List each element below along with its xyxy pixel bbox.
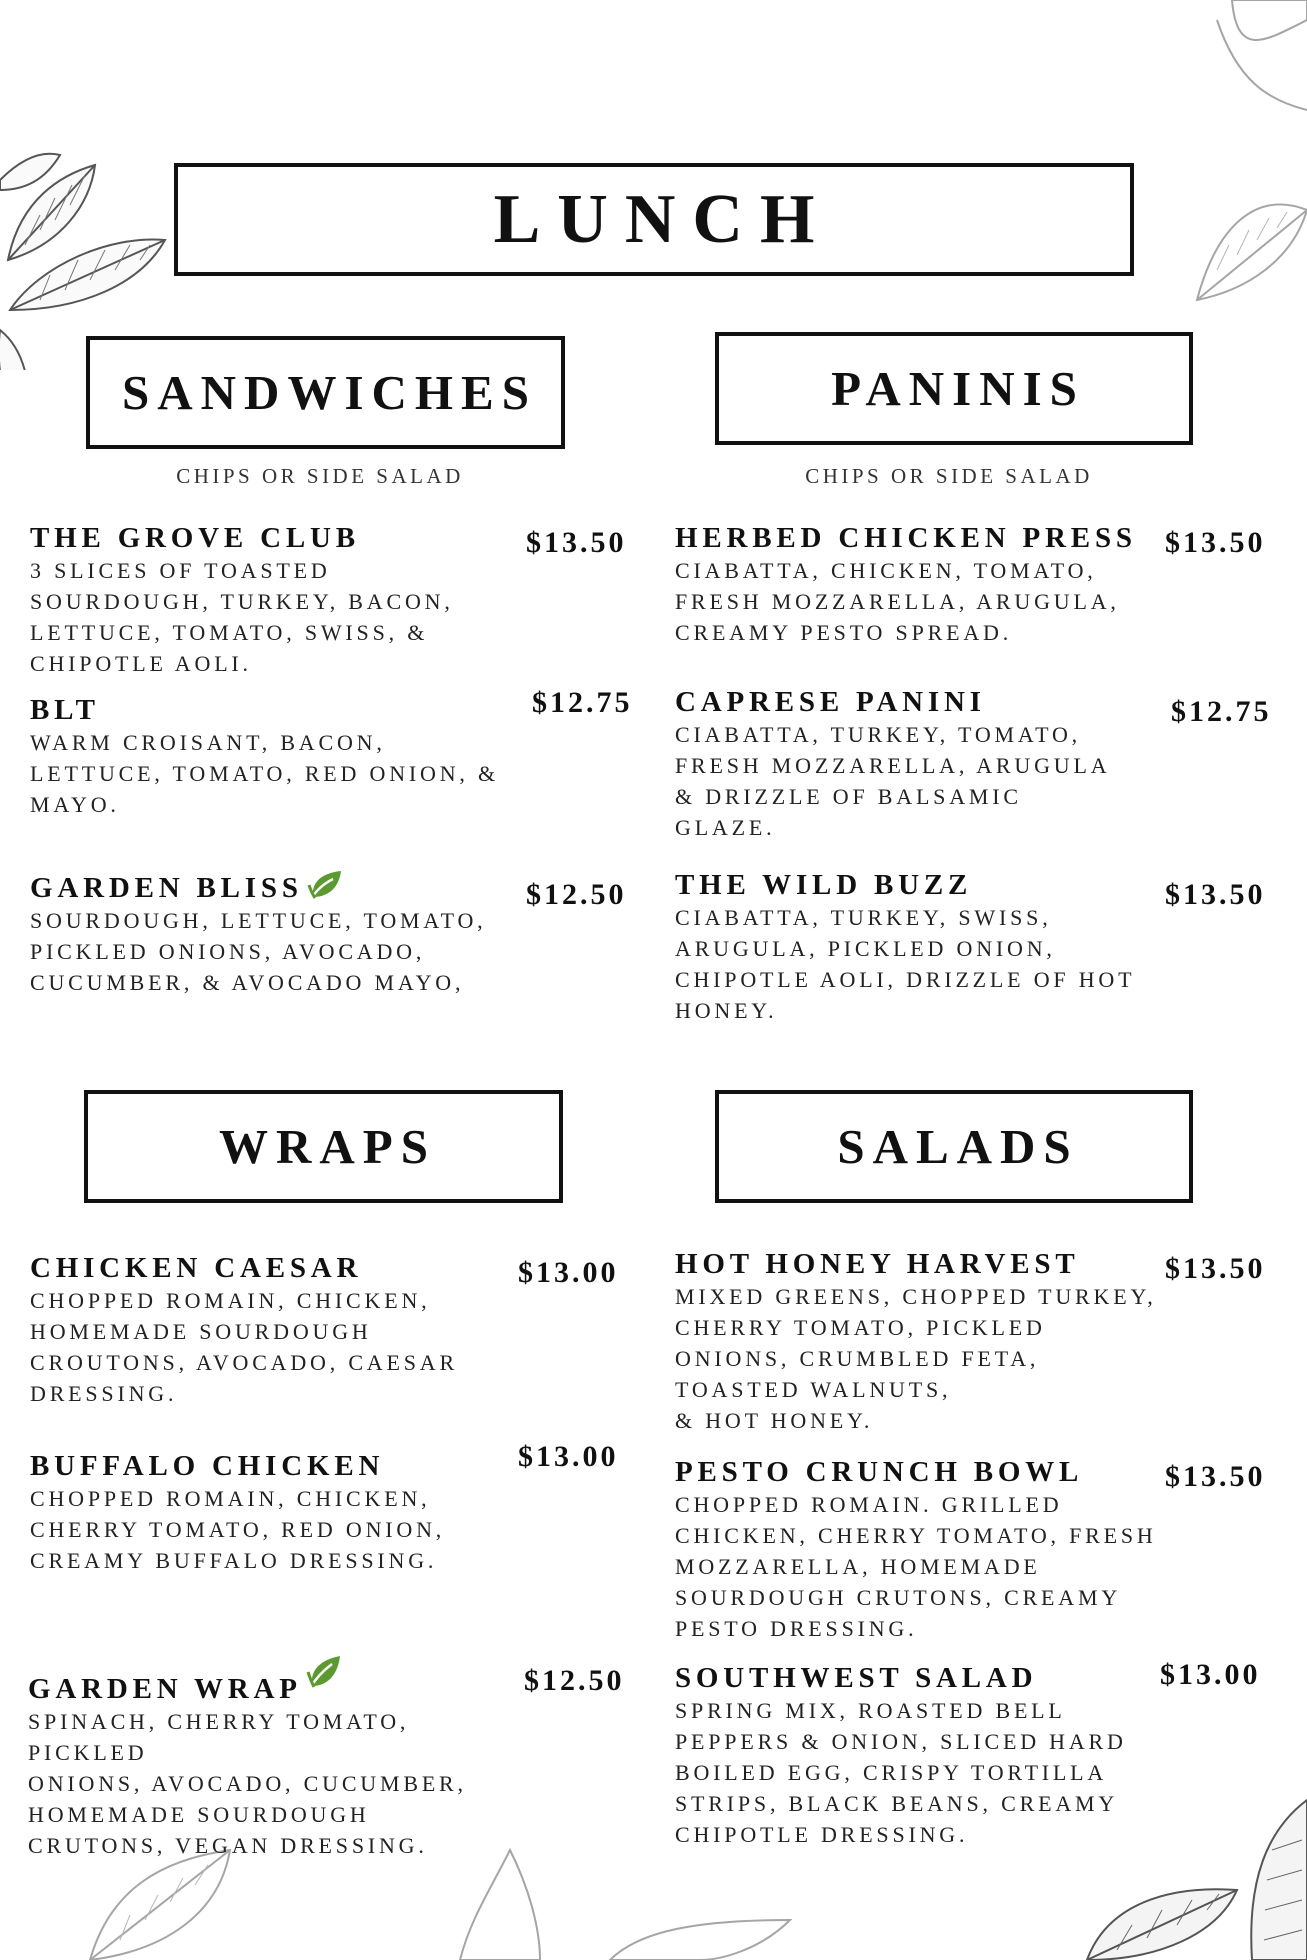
item-name: HOT HONEY HARVEST <box>675 1248 1080 1280</box>
item-price: $13.50 <box>1165 1460 1266 1493</box>
item-price: $12.50 <box>524 1664 625 1697</box>
item-name: CAPRESE PANINI <box>675 686 986 718</box>
item-price: $12.50 <box>526 878 627 911</box>
item-name: BUFFALO CHICKEN <box>30 1450 385 1482</box>
item-price: $13.50 <box>526 526 627 559</box>
leaf-icon <box>307 867 345 901</box>
section-heading-paninis: PANINIS <box>715 332 1193 445</box>
item-description: CIABATTA, CHICKEN, TOMATO, FRESH MOZZARELLA, ARUGULA, CREAMY PESTO SPREAD. <box>675 558 1120 645</box>
sandwiches-note: CHIPS OR SIDE SALAD <box>176 464 464 488</box>
paninis-note: CHIPS OR SIDE SALAD <box>805 464 1093 488</box>
item-description: 3 SLICES OF TOASTED SOURDOUGH, TURKEY, BACON, LETTUCE, TOMATO, SWISS, & CHIPOTLE AOLI. <box>30 558 454 676</box>
item-description: CHOPPED ROMAIN, CHICKEN, HOMEMADE SOURDOUGH CROUTONS, AVOCADO, CAESAR DRESSING. <box>30 1288 458 1406</box>
item-name: GARDEN WRAP <box>28 1673 302 1705</box>
item-description: CIABATTA, TURKEY, TOMATO, FRESH MOZZARELLA, ARUGULA & DRIZZLE OF BALSAMIC GLAZE. <box>675 722 1111 840</box>
item-price: $13.00 <box>1160 1658 1261 1691</box>
item-description: MIXED GREENS, CHOPPED TURKEY, CHERRY TOMATO, PICKLED ONIONS, CRUMBLED FETA, TOASTED WALNUTS, & HOT HONEY. <box>675 1284 1157 1433</box>
item-name: SOUTHWEST SALAD <box>675 1662 1038 1694</box>
item-name: BLT <box>30 694 100 726</box>
item-description: CHOPPED ROMAIN. GRILLED CHICKEN, CHERRY TOMATO, FRESH MOZZARELLA, HOMEMADE SOURDOUGH CRUTONS, CREAMY PESTO DRESSING. <box>675 1492 1157 1641</box>
item-name: HERBED CHICKEN PRESS <box>675 522 1137 554</box>
item-price: $12.75 <box>1171 695 1272 728</box>
item-description: WARM CROISANT, BACON, LETTUCE, TOMATO, RED ONION, & MAYO. <box>30 730 499 817</box>
item-price: $13.00 <box>518 1256 619 1289</box>
item-description: CIABATTA, TURKEY, SWISS, ARUGULA, PICKLED ONION, CHIPOTLE AOLI, DRIZZLE OF HOT HONEY. <box>675 905 1136 1023</box>
item-description: CHOPPED ROMAIN, CHICKEN, CHERRY TOMATO, RED ONION, CREAMY BUFFALO DRESSING. <box>30 1486 446 1573</box>
leaf-decoration-top-left <box>0 80 175 370</box>
item-name: CHICKEN CAESAR <box>30 1252 363 1284</box>
item-name: THE WILD BUZZ <box>675 869 973 901</box>
item-name: PESTO CRUNCH BOWL <box>675 1456 1084 1488</box>
item-price: $13.50 <box>1165 1252 1266 1285</box>
item-price: $13.50 <box>1165 878 1266 911</box>
item-description: SPRING MIX, ROASTED BELL PEPPERS & ONION, SLICED HARD BOILED EGG, CRISPY TORTILLA STRIPS, BLACK BEANS, CREAMY CHIPOTLE DRESSING. <box>675 1698 1127 1847</box>
item-price: $13.50 <box>1165 526 1266 559</box>
item-price: $13.00 <box>518 1440 619 1473</box>
item-price: $12.75 <box>532 686 633 719</box>
menu-title: LUNCH <box>174 163 1134 276</box>
leaf-decoration-top-right <box>1117 0 1307 310</box>
section-heading-wraps: WRAPS <box>84 1090 563 1203</box>
item-name: THE GROVE CLUB <box>30 522 360 554</box>
section-heading-sandwiches: SANDWICHES <box>86 336 565 449</box>
item-description: SOURDOUGH, LETTUCE, TOMATO, PICKLED ONIONS, AVOCADO, CUCUMBER, & AVOCADO MAYO, <box>30 908 487 995</box>
section-heading-salads: SALADS <box>715 1090 1193 1203</box>
leaf-icon <box>306 1652 344 1692</box>
item-name: GARDEN BLISS <box>30 872 303 904</box>
item-description: SPINACH, CHERRY TOMATO, PICKLED ONIONS, AVOCADO, CUCUMBER, HOMEMADE SOURDOUGH CRUTONS, VEGAN DRESSING. <box>28 1709 467 1858</box>
